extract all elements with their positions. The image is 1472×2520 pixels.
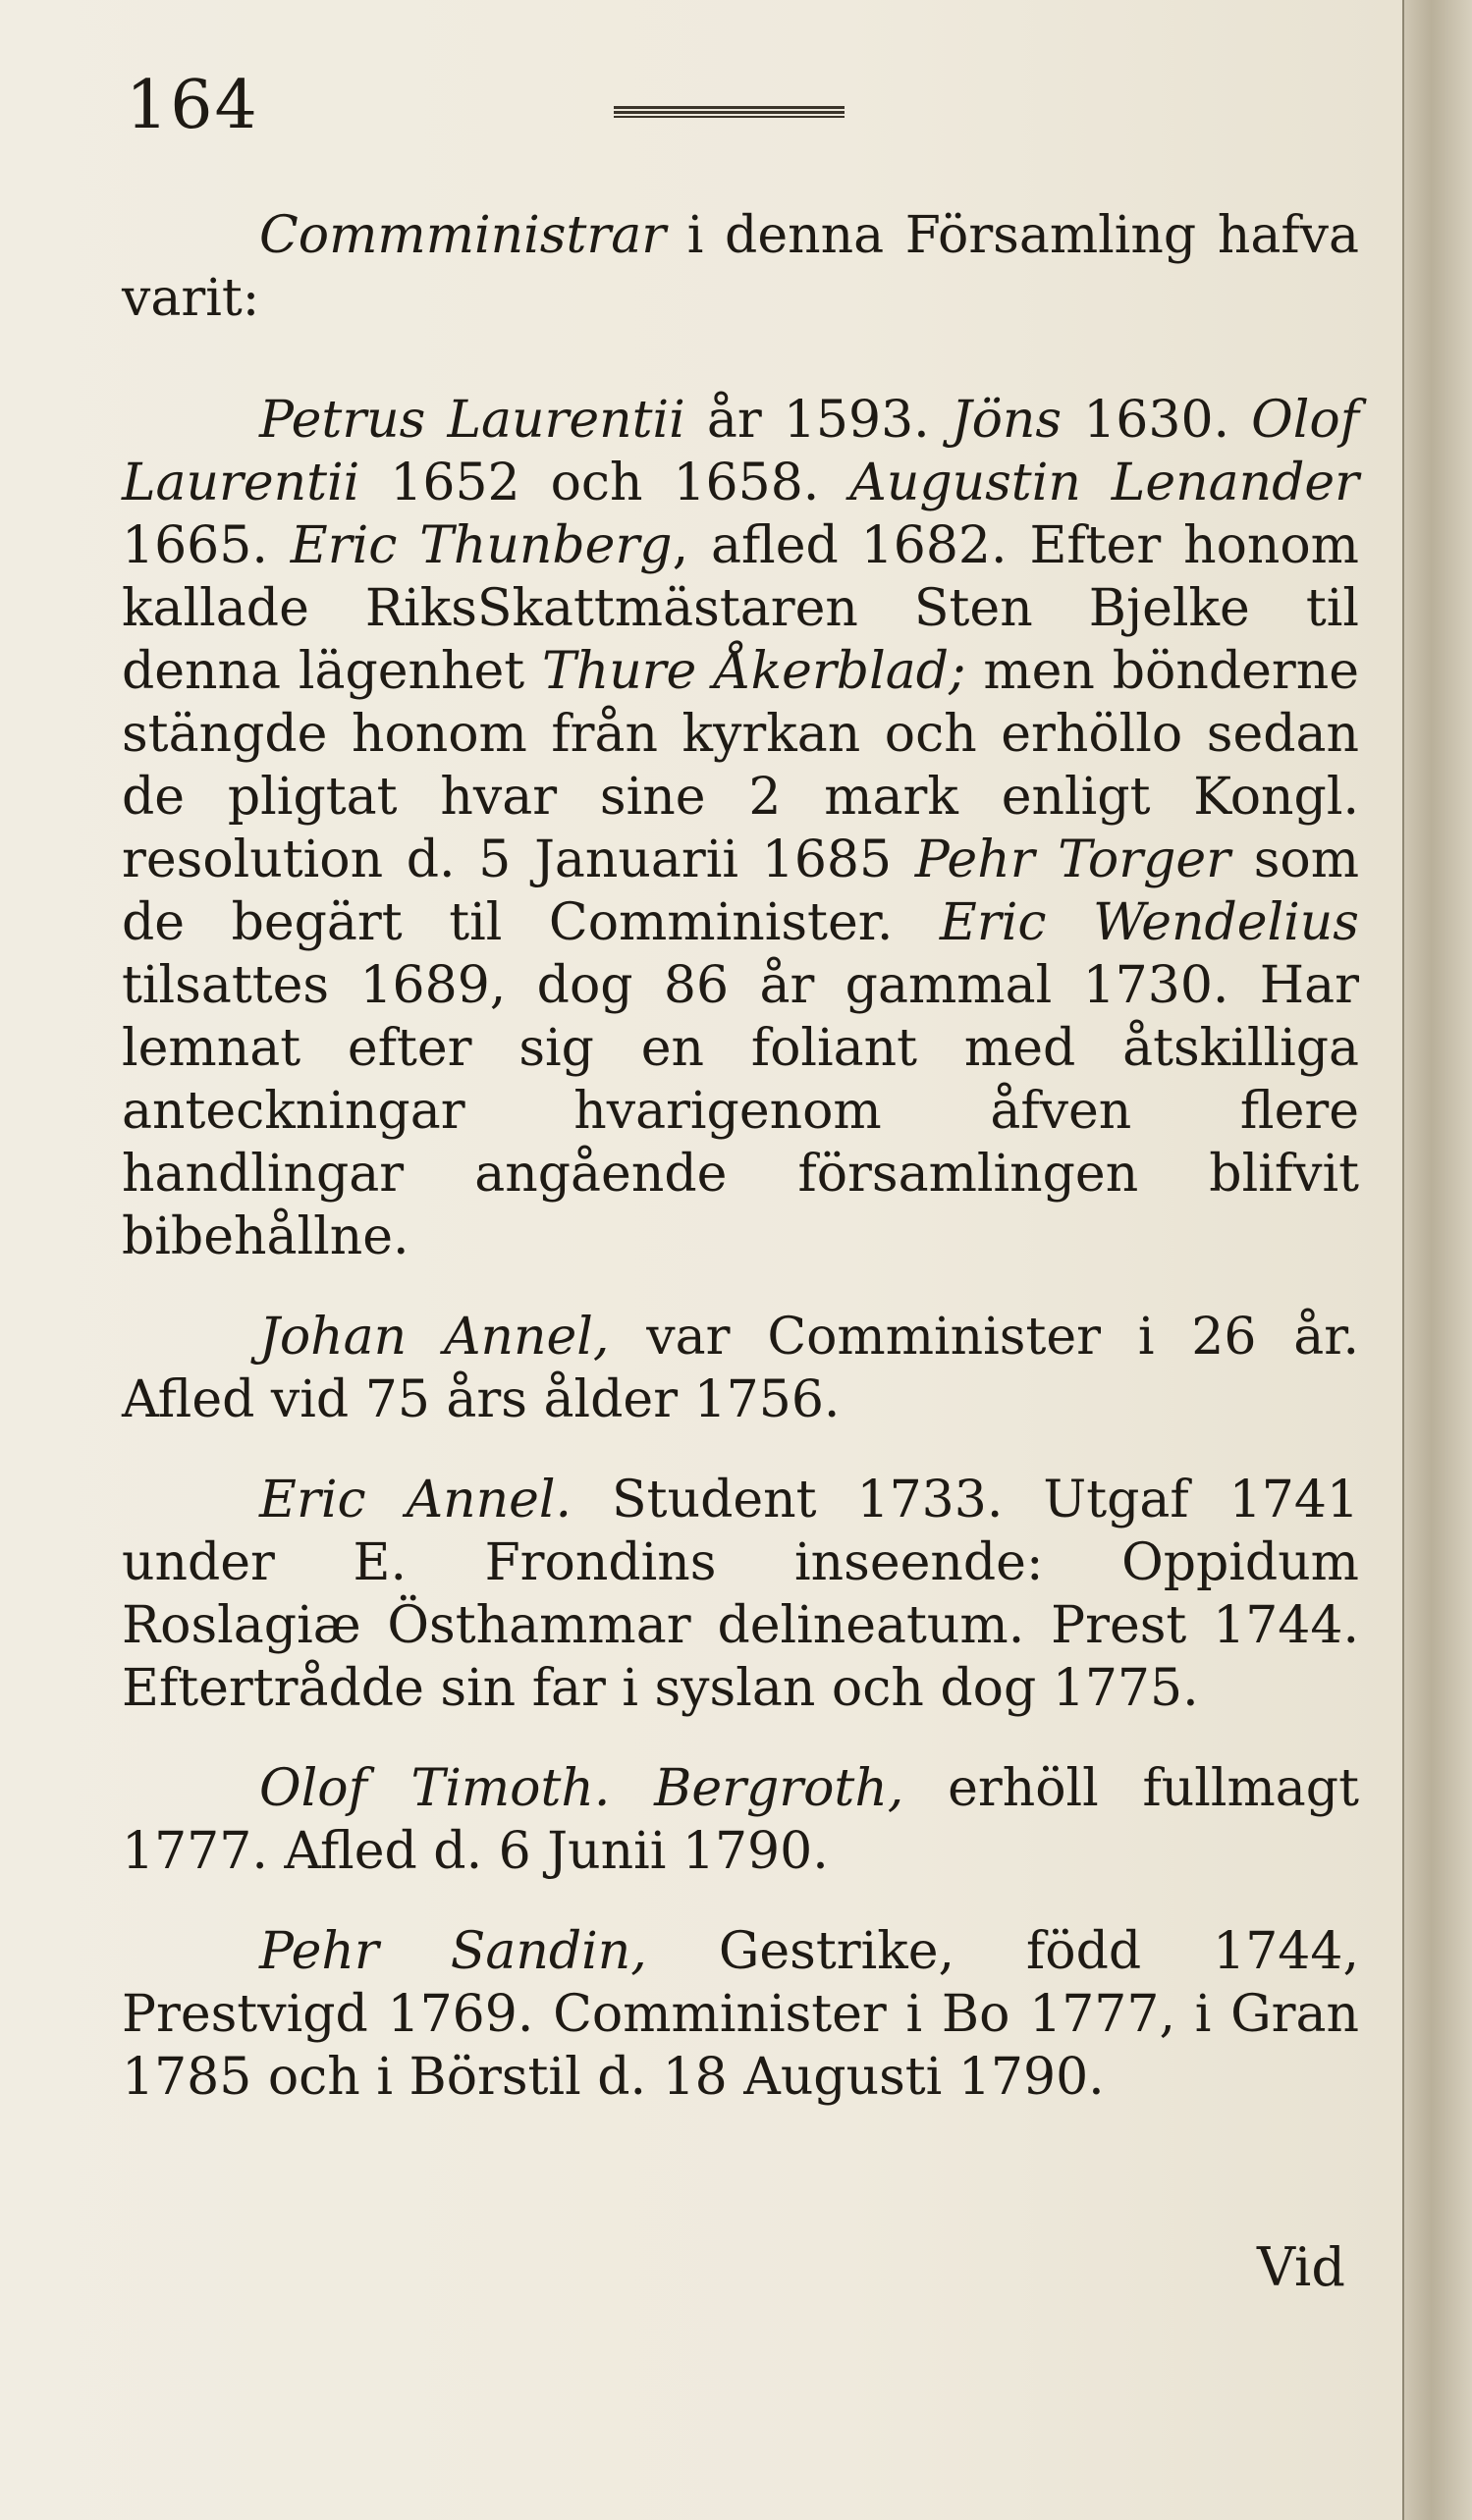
text-segment: 1630. [1062,391,1252,450]
text-segment: , afled 1682. Efter honom kallade RiksSkattmästaren Sten Bjelke til denna lägenhet [122,516,1359,701]
text-segment: erhöll fullmagt 1777. Afled d. 6 Junii 1790. [122,1759,1359,1881]
paragraph-1 [122,389,1359,1268]
name-eric-thunberg: Eric Thunberg [290,516,673,575]
binding-shadow [1404,0,1472,2520]
intro-text: i denna Församling hafva varit: [122,206,1359,328]
intro-paragraph [122,204,1359,330]
text-segment: år 1593. [684,391,952,450]
name-pehr-sandin: Pehr Sandin, [259,1922,647,1981]
paragraph-3 [122,1469,1359,1720]
text-segment: var Comminister i 26 år. Afled vid 75 års ålder 1756. [122,1308,1359,1429]
name-olof-laurentii: Olof Laurentii [122,391,1359,512]
name-petrus-laurentii: Petrus Laurentii [259,391,685,450]
paragraph-2 [122,1306,1359,1431]
text-segment: Student 1733. Utgaf 1741 under E. Frondins inseende: Oppidum Roslagiæ Östhammar delineatum. Prest 1744. Eftertrådde sin far i syslan och dog 1775. [122,1471,1359,1718]
paragraph-5 [122,1920,1359,2109]
text-segment: som de begärt til Comminister. [122,831,1360,952]
text-segment: tilsattes 1689, dog 86 år gammal 1730. Har lemnat efter sig en foliant med åtskilliga anteckningar hvarigenom åfven flere handlingar angående församlingen blifvit bibehållne. [122,956,1359,1266]
catchword: Vid [1257,2236,1345,2298]
body-text [122,204,1359,2109]
paragraph-4 [122,1757,1359,1883]
name-pehr-torger: Pehr Torger [914,831,1230,889]
name-eric-wendelius: Eric Wendelius [939,893,1359,952]
heading-word: Commministrar [259,206,667,265]
text-segment: 1665. [122,516,291,575]
name-eric-annel: Eric Annel. [259,1471,572,1529]
text-segment: men bönderne stängde honom från kyrkan och erhöllo sedan de pligtat hvar sine 2 mark enligt Kongl. resolution d. 5 Januarii 1685 [122,642,1359,889]
name-thure-akerblad: Thure Åkerblad; [542,642,966,701]
name-augustin-lenander: Augustin Lenander [849,454,1359,512]
text-segment: Gestrike, född 1744, Prestvigd 1769. Comminister i Bo 1777, i Gran 1785 och i Börstil d. 18 Augusti 1790. [122,1922,1359,2107]
decorative-rule [614,106,845,118]
page-number: 164 [126,67,259,144]
text-segment: 1652 och 1658. [359,454,850,512]
name-olof-timoth-bergroth: Olof Timoth. Bergroth, [259,1759,904,1818]
name-jons: Jöns [951,391,1063,450]
name-johan-annel: Johan Annel, [259,1308,610,1367]
